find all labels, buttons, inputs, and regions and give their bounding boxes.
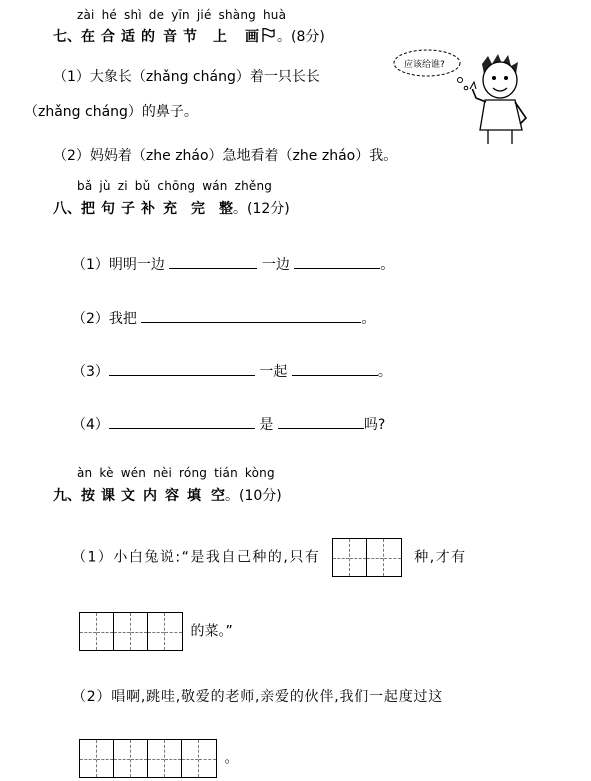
grid-cell[interactable] bbox=[80, 613, 97, 650]
answer-grid-2[interactable] bbox=[332, 538, 402, 577]
grid-cell[interactable] bbox=[333, 539, 350, 576]
sec7-word: 适 bbox=[121, 29, 135, 45]
sec8-word: 充 bbox=[163, 201, 177, 217]
sec8-word: 完 bbox=[191, 201, 205, 217]
sec9-q1-end: 的菜。” bbox=[190, 623, 233, 640]
sec8-heading bbox=[53, 198, 290, 218]
answer-blank[interactable] bbox=[169, 254, 257, 269]
sec7-word: 在 bbox=[81, 29, 95, 45]
sec9-q2-end: 。 bbox=[224, 750, 239, 767]
sec9-score: 。(10分) bbox=[225, 488, 282, 504]
grid-cell[interactable] bbox=[165, 740, 182, 777]
sec9-pinyin: àn kè wén nèi róng tián kòng bbox=[77, 466, 275, 480]
grid-cell[interactable] bbox=[165, 613, 182, 650]
grid-cell[interactable] bbox=[199, 740, 216, 777]
sec8-word: 句 bbox=[101, 201, 115, 217]
sec7-score: 。(8分) bbox=[277, 29, 325, 45]
q1-middle: 一边 bbox=[261, 257, 290, 273]
grid-cell[interactable] bbox=[97, 613, 114, 650]
sec9-question-2-cont bbox=[79, 739, 238, 778]
answer-blank[interactable] bbox=[109, 414, 255, 429]
answer-blank[interactable] bbox=[278, 414, 364, 429]
answer-grid-4[interactable] bbox=[79, 739, 217, 778]
grid-cell[interactable] bbox=[114, 740, 131, 777]
sec9-word: 按 bbox=[81, 488, 95, 504]
grid-cell[interactable] bbox=[131, 613, 148, 650]
grid-cell[interactable] bbox=[350, 539, 367, 576]
answer-blank[interactable] bbox=[294, 254, 380, 269]
answer-grid-3[interactable] bbox=[79, 612, 183, 651]
sec9-word: 填 bbox=[187, 488, 201, 504]
sec9-number: 九、 bbox=[53, 488, 81, 504]
sec7-question-1-cont: （zhǎng cháng）的鼻子。 bbox=[24, 104, 198, 120]
q4-middle: 是 bbox=[259, 417, 274, 433]
sec9-word: 课 bbox=[101, 488, 115, 504]
sec8-pinyin: bǎ jù zi bǔ chōng wán zhěng bbox=[77, 179, 273, 193]
sec7-question-1: （1）大象长（zhǎng cháng）着一只长长 bbox=[53, 69, 320, 85]
sec7-word: 上 bbox=[213, 29, 227, 45]
sec8-score: 。(12分) bbox=[233, 201, 290, 217]
sec8-word: 整 bbox=[219, 201, 233, 217]
answer-blank[interactable] bbox=[292, 361, 378, 376]
answer-blank[interactable] bbox=[109, 361, 255, 376]
sec7-heading bbox=[53, 26, 325, 46]
sec8-word: 子 bbox=[121, 201, 135, 217]
q2-prefix: （2）我把 bbox=[72, 311, 137, 327]
sec8-question-1 bbox=[72, 254, 394, 274]
sec9-heading bbox=[53, 485, 282, 505]
grid-cell[interactable] bbox=[182, 740, 199, 777]
grid-cell[interactable] bbox=[131, 740, 148, 777]
sec9-word: 文 bbox=[121, 488, 135, 504]
q1-end: 。 bbox=[380, 257, 395, 273]
grid-cell[interactable] bbox=[114, 613, 131, 650]
sec9-question-1 bbox=[72, 538, 467, 577]
sec9-word: 内 bbox=[143, 488, 157, 504]
sec7-word: 音 bbox=[163, 29, 177, 45]
grid-cell[interactable] bbox=[148, 740, 165, 777]
flag-icon bbox=[261, 27, 275, 43]
sec9-question-2: （2）唱啊,跳哇,敬爱的老师,亲爱的伙伴,我们一起度过这 bbox=[72, 689, 444, 705]
grid-cell[interactable] bbox=[384, 539, 401, 576]
sec7-word: 画 bbox=[245, 29, 259, 45]
answer-blank[interactable] bbox=[141, 308, 361, 323]
sec7-word: 的 bbox=[141, 29, 155, 45]
q3-end: 。 bbox=[377, 364, 392, 380]
sec8-word: 把 bbox=[81, 201, 95, 217]
q3-prefix: （3） bbox=[72, 364, 109, 380]
sec7-word: 节 bbox=[183, 29, 197, 45]
sec8-word: 补 bbox=[141, 201, 155, 217]
sec9-word: 空 bbox=[211, 488, 225, 504]
sec8-question-3 bbox=[72, 361, 392, 381]
sec8-question-4 bbox=[72, 414, 385, 434]
q4-end: 吗? bbox=[363, 417, 386, 433]
grid-cell[interactable] bbox=[97, 740, 114, 777]
sec9-word: 容 bbox=[165, 488, 179, 504]
q3-middle: 一起 bbox=[259, 364, 288, 380]
sec7-number: 七、 bbox=[53, 29, 81, 45]
q4-prefix: （4） bbox=[72, 417, 109, 433]
sec9-q1-after: 种,才有 bbox=[414, 549, 467, 566]
sec9-question-1-cont bbox=[79, 612, 233, 651]
sec8-number: 八、 bbox=[53, 201, 81, 217]
grid-cell[interactable] bbox=[148, 613, 165, 650]
q2-end: 。 bbox=[361, 311, 376, 327]
sec9-q1-text: （1）小白兔说:“是我自己种的,只有 bbox=[72, 549, 321, 566]
sec7-word: 合 bbox=[101, 29, 115, 45]
grid-cell[interactable] bbox=[80, 740, 97, 777]
q1-prefix: （1）明明一边 bbox=[72, 257, 165, 273]
grid-cell[interactable] bbox=[367, 539, 384, 576]
sec8-question-2 bbox=[72, 308, 375, 328]
sec7-pinyin: zài hé shì de yīn jié shàng huà bbox=[77, 8, 287, 22]
speech-bubble-text: 应该给谁? bbox=[404, 60, 445, 70]
sec7-question-2: （2）妈妈着（zhe zháo）急地看着（zhe zháo）我。 bbox=[53, 148, 398, 164]
